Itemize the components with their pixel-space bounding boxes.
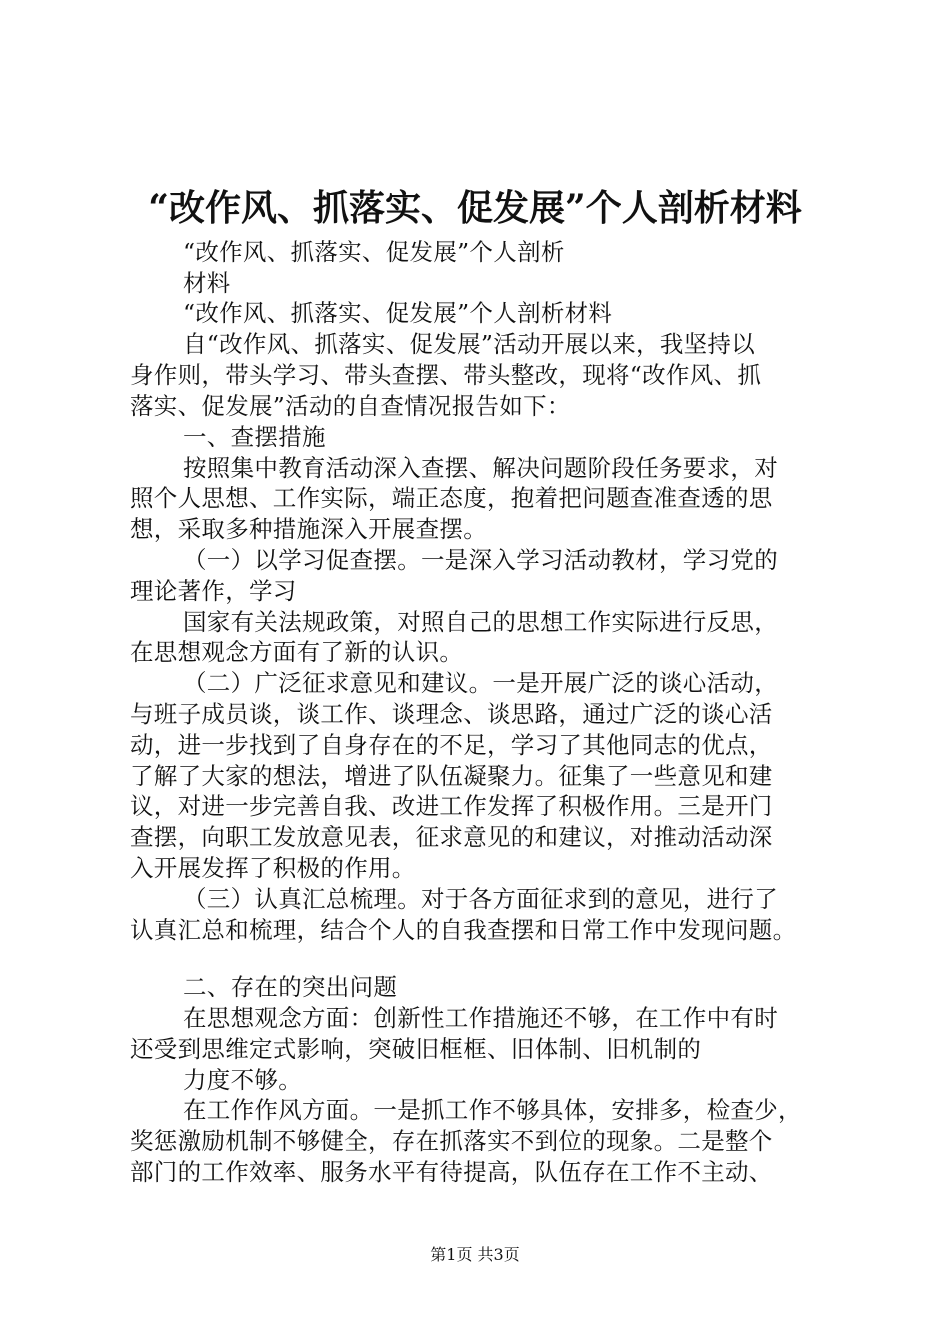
text-line: 落实、促发展”活动的自查情况报告如下：: [130, 392, 571, 420]
text-line: “改作风、抓落实、促发展”个人剖析材料: [183, 299, 613, 327]
text-line: 了解了大家的想法，增进了队伍凝聚力。征集了一些意见和建: [130, 762, 773, 790]
text-line: 材料: [183, 269, 231, 297]
text-line: 国家有关法规政策，对照自己的思想工作实际进行反思，: [183, 608, 778, 636]
text-line: （二）广泛征求意见和建议。一是开展广泛的谈心活动，: [183, 669, 778, 697]
text-line: 身作则，带头学习、带头查摆、带头整改，现将“改作风、抓: [130, 361, 762, 389]
text-line: 入开展发挥了积极的作用。: [130, 854, 416, 882]
text-line: 奖惩激励机制不够健全，存在抓落实不到位的现象。二是整个: [130, 1127, 773, 1155]
text-line: 理论著作，学习: [130, 577, 297, 605]
text-line: 还受到思维定式影响，突破旧框框、旧体制、旧机制的: [130, 1035, 702, 1063]
text-line: “改作风、抓落实、促发展”个人剖析: [183, 238, 565, 266]
text-line: 在工作作风方面。一是抓工作不够具体，安排多，检查少，: [183, 1096, 802, 1124]
text-line: 照个人思想、工作实际，端正态度，抱着把问题查准查透的思: [130, 484, 773, 512]
text-line: 部门的工作效率、服务水平有待提高，队伍存在工作不主动、: [130, 1158, 773, 1186]
section-heading: 一、查摆措施: [183, 423, 326, 451]
text-line: （一）以学习促查摆。一是深入学习活动教材，学习党的: [183, 546, 778, 574]
section-heading: 二、存在的突出问题: [183, 973, 398, 1001]
text-line: 议，对进一步完善自我、改进工作发挥了积极作用。三是开门: [130, 792, 773, 820]
page-number-footer: 第1页 共3页: [430, 1245, 520, 1264]
text-line: 在思想观念方面：创新性工作措施还不够，在工作中有时: [183, 1004, 778, 1032]
text-line: 自“改作风、抓落实、促发展”活动开展以来，我坚持以: [183, 330, 756, 358]
text-line: 力度不够。: [183, 1066, 302, 1094]
text-line: 动，进一步找到了自身存在的不足，学习了其他同志的优点，: [130, 731, 773, 759]
text-line: 认真汇总和梳理，结合个人的自我查摆和日常工作中发现问题。: [130, 916, 797, 944]
text-line: 与班子成员谈，谈工作、谈理念、谈思路，通过广泛的谈心活: [130, 700, 773, 728]
text-line: （三）认真汇总梳理。对于各方面征求到的意见，进行了: [183, 885, 778, 913]
text-line: 想，采取多种措施深入开展查摆。: [130, 515, 487, 543]
text-line: 在思想观念方面有了新的认识。: [130, 638, 464, 666]
text-line: 查摆，向职工发放意见表，征求意见的和建议，对推动活动深: [130, 823, 773, 851]
text-line: 按照集中教育活动深入查摆、解决问题阶段任务要求，对: [183, 454, 778, 482]
document-title: “改作风、抓落实、促发展”个人剖析材料: [148, 187, 802, 229]
